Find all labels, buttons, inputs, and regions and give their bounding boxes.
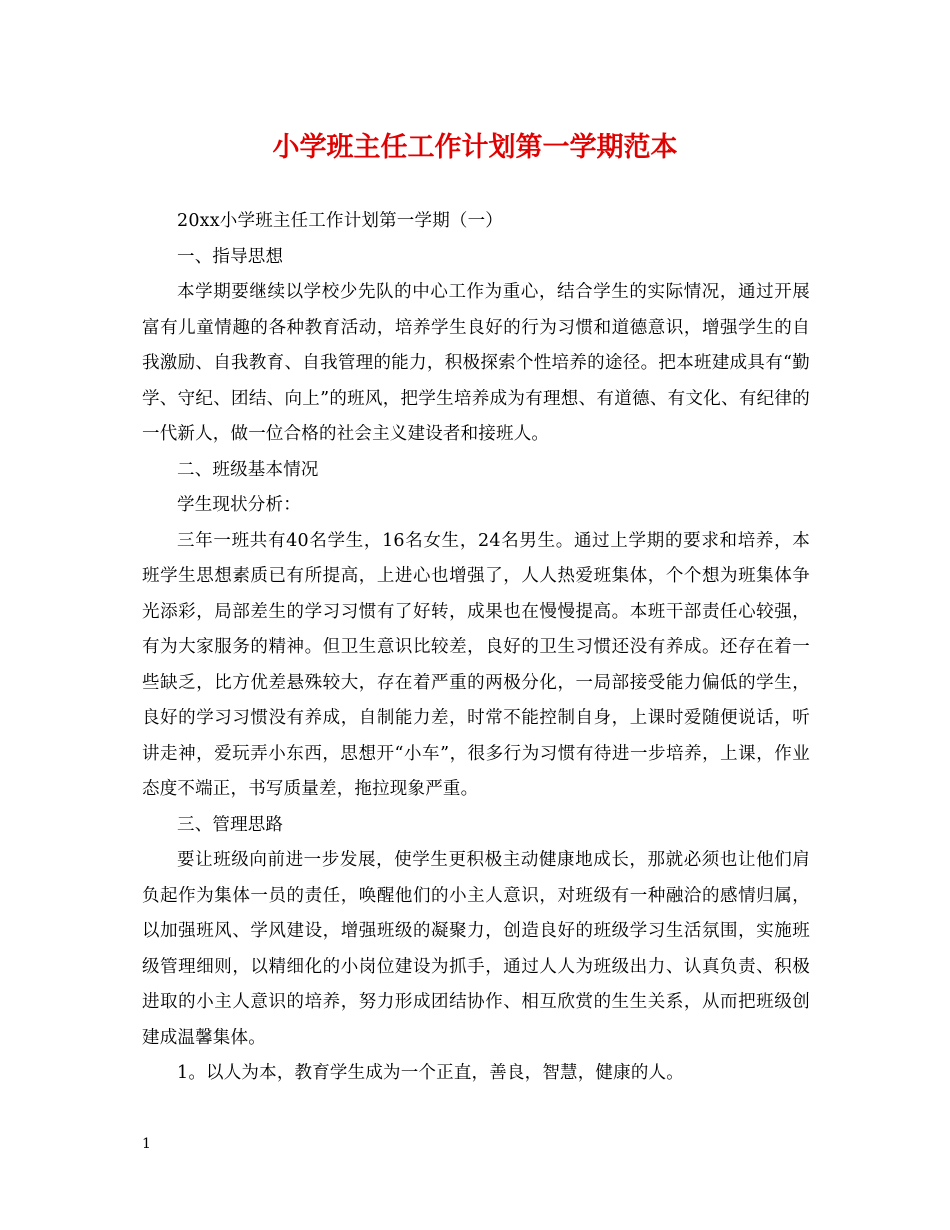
class-situation-paragraph: 三年一班共有40名学生，16名女生，24名男生。通过上学期的要求和培养，本班学生思想素质已有所提高，上进心也增强了，人人热爱班集体，个个想为班集体争光添彩，局部差生的学习习惯有了好转，成果也在慢慢提高。本班干部责任心较强，有为大家服务的精神。但卫生意识比较差，良好的卫生习惯还没有养成。还存在着一些缺乏，比方优差悬殊较大，存在着严重的两极分化，一局部接受能力偏低的学生，良好的学习习惯没有养成，自制能力差，时常不能控制自身，上课时爱随便说话，听讲走神，爱玩弄小东西，思想开“小车”，很多行为习惯有待进一步培养，上课，作业态度不端正，书写质量差，拖拉现象严重。 — [142, 530, 810, 799]
section-heading-guiding-idea: 一、指导思想 — [177, 246, 284, 267]
subtitle-paragraph: 20xx小学班主任工作计划第一学期（一） — [177, 211, 504, 231]
page-number: 1 — [142, 1136, 151, 1152]
management-paragraph: 要让班级向前进一步发展，使学生更积极主动健康地成长，那就必须也让他们肩负起作为集体一员的责任，唤醒他们的小主人意识，对班级有一种融洽的感情归属，以加强班风、学风建设，增强班级的凝聚力，创造良好的班级学习生活氛围，实施班级管理细则，以精细化的小岗位建设为抓手，通过人人为班级出力、认真负责、积极进取的小主人意识的培养，努力形成团结协作、相互欣赏的生生关系，从而把班级创建成温馨集体。 — [142, 850, 810, 1048]
student-analysis-label: 学生现状分析： — [177, 495, 301, 515]
section-heading-management: 三、管理思路 — [177, 814, 284, 835]
principle-item-1: 1。以人为本，教育学生成为一个正直，善良，智慧，健康的人。 — [177, 1063, 684, 1083]
document-title: 小学班主任工作计划第一学期范本 — [272, 132, 678, 163]
document-body — [142, 204, 810, 1092]
section-heading-class-situation: 二、班级基本情况 — [177, 459, 319, 480]
guiding-idea-paragraph: 本学期要继续以学校少先队的中心工作为重心，结合学生的实际情况，通过开展富有儿童情趣的各种教育活动，培养学生良好的行为习惯和道德意识，增强学生的自我激励、自我教育、自我管理的能力，积极探索个性培养的途径。把本班建成具有“勤学、守纪、团结、向上”的班风，把学生培养成为有理想、有道德、有文化、有纪律的一代新人，做一位合格的社会主义建设者和接班人。 — [142, 282, 810, 444]
